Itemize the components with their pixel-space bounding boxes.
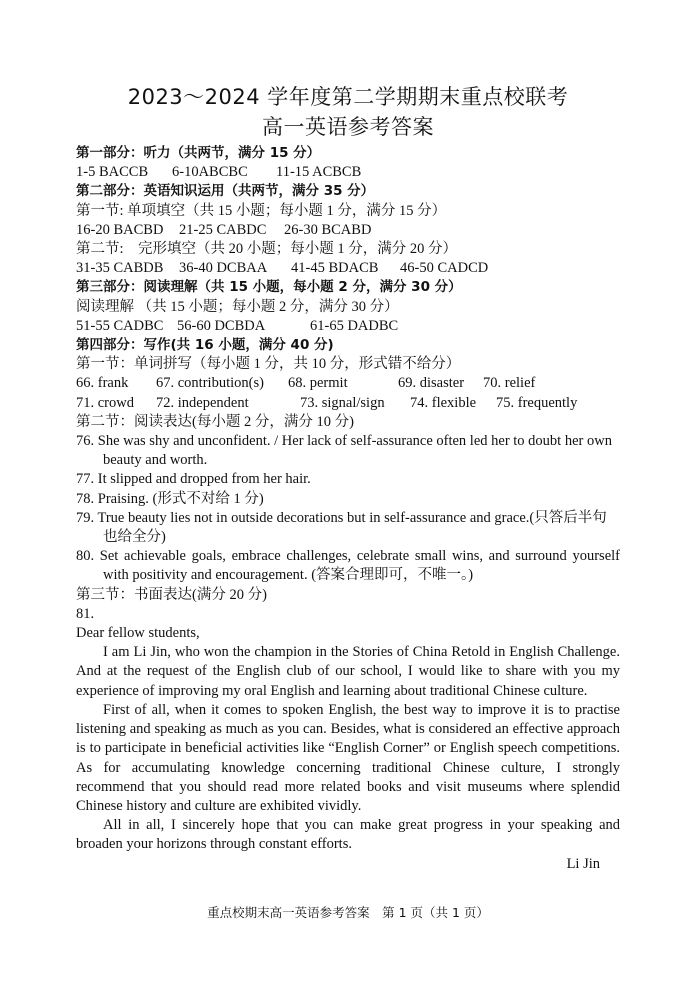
word-answer: 70. relief bbox=[483, 375, 536, 392]
spelling-row-1 bbox=[76, 374, 620, 393]
part4-section1-heading: 第一节：单词拼写（每小题 1 分，共 10 分，形式错不给分） bbox=[76, 356, 461, 373]
letter-greeting: Dear fellow students, bbox=[76, 625, 200, 642]
letter-paragraph-1: I am Li Jin, who won the champion in the Stories of China Retold in English Challenge. And at the request of the English club of our school, I would like to share with you my experience of improving my oral English and learning about traditional Chinese culture. bbox=[76, 644, 620, 699]
word-answer: 74. flexible bbox=[410, 394, 477, 411]
answer-sheet bbox=[76, 82, 620, 874]
part1-heading: 第一部分：听力（共两节，满分 15 分） bbox=[76, 145, 321, 161]
answer-group: 36-40 DCBAA bbox=[179, 260, 268, 277]
letter-paragraph-2: First of all, when it comes to spoken English, the best way to improve it is to practise listening and speaking as much as you can. Besides, what is considered an effective approach is to participate in beneficial activities like “English Corner” or English speech competitions. As for accumulating knowledge concerning traditional Chinese culture, I strongly recommend that you should read more related books and visit museums where splendid Chinese history and culture are exhibited vividly. bbox=[76, 701, 620, 814]
part3-answers bbox=[76, 317, 620, 336]
answer-group: 6-10ABCBC bbox=[172, 164, 248, 181]
part2-section1-answers bbox=[76, 221, 620, 240]
answer-76: 76. She was shy and unconfident. / Her lack of self-assurance often led her to doubt her own beauty and worth. bbox=[76, 433, 612, 469]
answer-group: 1-5 BACCB bbox=[76, 164, 149, 181]
part4-heading: 第四部分：写作(共 16 小题，满分 40 分) bbox=[76, 337, 334, 354]
part4-section2-heading: 第二节：阅读表达(每小题 2 分，满分 10 分) bbox=[76, 413, 354, 430]
answer-81-label: 81. bbox=[76, 605, 95, 622]
part1-answers bbox=[76, 163, 620, 182]
word-answer: 68. permit bbox=[288, 375, 348, 392]
word-answer: 66. frank bbox=[76, 375, 129, 392]
letter-signature: Li Jin bbox=[566, 855, 600, 872]
answer-group: 61-65 DADBC bbox=[310, 317, 399, 334]
part3-section-heading: 阅读理解 （共 15 小题；每小题 2 分，满分 30 分） bbox=[76, 298, 399, 315]
spelling-row-2 bbox=[76, 394, 620, 413]
part4-section3-heading: 第三节：书面表达(满分 20 分) bbox=[76, 586, 267, 603]
word-answer: 73. signal/sign bbox=[300, 394, 385, 411]
part2-section1-heading: 第一节: 单项填空（共 15 小题；每小题 1 分，满分 15 分） bbox=[76, 202, 447, 219]
word-answer: 67. contribution(s) bbox=[156, 375, 264, 392]
part2-heading: 第二部分：英语知识运用（共两节，满分 35 分） bbox=[76, 183, 375, 200]
answer-group: 21-25 CABDC bbox=[179, 221, 267, 238]
answer-78: 78. Praising. (形式不对给 1 分) bbox=[76, 490, 264, 507]
answer-80: 80. Set achievable goals, embrace challenges, celebrate small wins, and surround yourself with positivity and encouragement. (答案合理即可，不唯一。) bbox=[76, 548, 620, 584]
answer-group: 56-60 DCBDA bbox=[177, 317, 266, 334]
word-answer: 71. crowd bbox=[76, 394, 134, 411]
page-subtitle: 高一英语参考答案 bbox=[262, 115, 434, 139]
answer-group: 11-15 ACBCB bbox=[276, 164, 362, 181]
answer-group: 31-35 CABDB bbox=[76, 260, 164, 277]
answer-group: 16-20 BACBD bbox=[76, 221, 164, 238]
part2-section2-answers bbox=[76, 259, 620, 278]
word-answer: 69. disaster bbox=[398, 375, 465, 392]
answer-group: 26-30 BCABD bbox=[284, 221, 372, 238]
letter-paragraph-3: All in all, I sincerely hope that you can make great progress in your speaking and broaden your horizons through constant efforts. bbox=[76, 817, 620, 853]
word-answer: 75. frequently bbox=[496, 394, 578, 411]
answer-group: 46-50 CADCD bbox=[400, 260, 489, 277]
page-footer: 重点校期末高一英语参考答案 第 1 页（共 1 页） bbox=[207, 905, 489, 920]
answer-79: 79. True beauty lies not in outside decorations but in self-assurance and grace.(只答后半句也给全分) bbox=[76, 509, 607, 546]
word-answer: 72. independent bbox=[156, 394, 249, 411]
answer-77: 77. It slipped and dropped from her hair. bbox=[76, 471, 311, 488]
answer-group: 51-55 CADBC bbox=[76, 317, 164, 334]
answer-group: 41-45 BDACB bbox=[291, 260, 379, 277]
page-title: 2023～2024 学年度第二学期期末重点校联考 bbox=[127, 85, 569, 109]
part2-section2-heading: 第二节: 完形填空（共 20 小题；每小题 1 分，满分 20 分） bbox=[76, 241, 458, 258]
part3-heading: 第三部分：阅读理解（共 15 小题，每小题 2 分，满分 30 分） bbox=[76, 279, 462, 296]
